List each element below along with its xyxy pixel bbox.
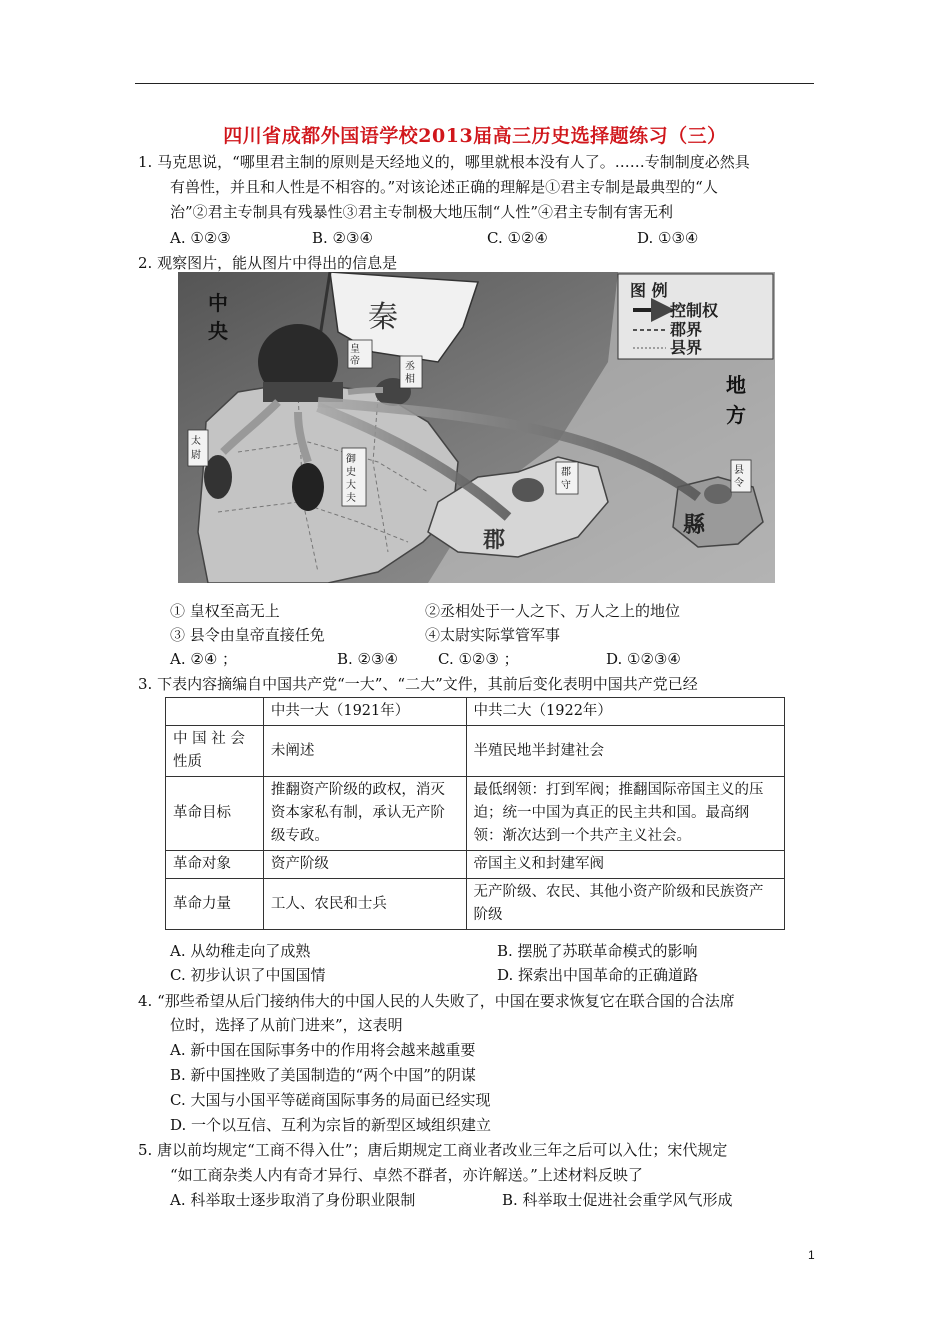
label-county: 縣	[683, 512, 706, 538]
svg-text:太: 太	[191, 436, 201, 447]
table-row	[166, 851, 785, 879]
q5-line-2: “如工商杂类人内有奇才异行、卓然不群者，亦许解送。”上述材料反映了	[170, 1166, 643, 1184]
svg-text:史: 史	[346, 467, 356, 478]
flag-character: 秦	[368, 300, 398, 335]
legend-control: 控制权	[670, 301, 719, 320]
table-cell: 半殖民地半封建社会	[466, 726, 784, 777]
q4-line-2: 位时，选择了从前门进来”，这表明	[170, 1016, 403, 1034]
q5-option-a: A. 科举取士逐步取消了身份职业限制	[170, 1191, 416, 1209]
svg-text:令: 令	[734, 478, 744, 489]
q1-option-a: A. ①②③	[170, 229, 231, 247]
q3-stem: 3. 下表内容摘编自中国共产党“一大”、“二大”文件，其前后变化表明中国共产党已经	[138, 675, 698, 693]
label-local-1: 地	[726, 373, 746, 397]
table-cell: 工人、农民和士兵	[263, 879, 466, 930]
label-commandery: 郡	[483, 527, 506, 553]
q1-line-3: 治”②君主专制具有残暴性③君主专制极大地压制“人性”④君主专制有害无利	[170, 203, 674, 221]
q2-statement-2: ②丞相处于一人之下、万人之上的地位	[425, 602, 681, 620]
svg-text:丞: 丞	[405, 361, 415, 372]
table-header-cell: 中共一大（1921年）	[263, 698, 466, 726]
q2-statement-3: ③ 县令由皇帝直接任免	[170, 626, 325, 644]
table-cell: 革命目标	[166, 777, 264, 851]
table-row	[166, 726, 785, 777]
q2-statement-4: ④太尉实际掌管军事	[425, 626, 561, 644]
label-local-2: 方	[726, 403, 746, 427]
q2-option-b: B. ②③④	[337, 650, 398, 668]
svg-text:县: 县	[734, 465, 744, 476]
legend-title: 图 例	[630, 281, 668, 300]
svg-text:御: 御	[346, 454, 356, 465]
party-congress-table	[165, 697, 785, 930]
legend-county-border: 县界	[670, 338, 703, 357]
legend-commandery-border: 郡界	[670, 320, 703, 339]
table-cell: 革命力量	[166, 879, 264, 930]
label-central-1: 中	[208, 291, 228, 315]
svg-text:郡: 郡	[561, 467, 571, 478]
table-cell: 中 国 社 会 性质	[166, 726, 264, 777]
svg-text:皇: 皇	[350, 344, 360, 355]
svg-text:尉: 尉	[191, 450, 201, 461]
svg-text:夫: 夫	[346, 493, 356, 504]
q4-option-d: D. 一个以互信、互利为宗旨的新型区域组织建立	[170, 1116, 492, 1134]
qin-government-map	[178, 272, 775, 583]
page-number: 1	[808, 1248, 815, 1262]
q2-stem: 2. 观察图片，能从图片中得出的信息是	[138, 254, 398, 272]
table-cell: 最低纲领：打到军阀；推翻国际帝国主义的压迫；统一中国为真正的民主共和国。最高纲领：渐次达到一个共产主义社会。	[466, 777, 784, 851]
table-cell: 未阐述	[263, 726, 466, 777]
svg-text:相: 相	[405, 374, 415, 385]
q2-statement-1: ① 皇权至高无上	[170, 602, 280, 620]
q3-option-a: A. 从幼稚走向了成熟	[170, 942, 311, 960]
svg-text:帝: 帝	[350, 356, 360, 367]
q3-option-d: D. 探索出中国革命的正确道路	[497, 966, 699, 984]
table-row	[166, 777, 785, 851]
q4-line-1: 4. “那些希望从后门接纳伟大的中国人民的人失败了，中国在要求恢复它在联合国的合法席	[138, 992, 735, 1010]
table-header-cell	[166, 698, 264, 726]
q4-option-a: A. 新中国在国际事务中的作用将会越来越重要	[170, 1041, 476, 1059]
table-row	[166, 879, 785, 930]
q2-option-d: D. ①②③④	[606, 650, 681, 668]
q1-line-2: 有兽性，并且和人性是不相容的。”对该论述正确的理解是①君主专制是最典型的“人	[170, 178, 718, 196]
table-header-row	[166, 698, 785, 726]
q3-option-c: C. 初步认识了中国国情	[170, 966, 326, 984]
q4-option-b: B. 新中国挫败了美国制造的“两个中国”的阴谋	[170, 1066, 476, 1084]
q1-option-d: D. ①③④	[637, 229, 699, 247]
q4-option-c: C. 大国与小国平等磋商国际事务的局面已经实现	[170, 1091, 491, 1109]
table-cell: 帝国主义和封建军阀	[466, 851, 784, 879]
header-rule	[135, 83, 814, 84]
table-cell: 无产阶级、农民、其他小资产阶级和民族资产阶级	[466, 879, 784, 930]
svg-text:大: 大	[346, 480, 356, 491]
label-central-2: 央	[208, 319, 228, 343]
q5-line-1: 5. 唐以前均规定“工商不得入仕”；唐后期规定工商业者改业三年之后可以入仕；宋代规定	[138, 1141, 728, 1159]
q2-option-a: A. ②④ ；	[170, 650, 238, 668]
q5-option-b: B. 科举取士促进社会重学风气形成	[502, 1191, 733, 1209]
document-title: 四川省成都外国语学校2013届高三历史选择题练习（三）	[223, 125, 727, 147]
q1-option-c: C. ①②④	[487, 229, 548, 247]
table-header-cell: 中共二大（1922年）	[466, 698, 784, 726]
q1-line-1: 1. 马克思说，“哪里君主制的原则是天经地义的，哪里就根本没有人了。……专制制度必然具	[138, 153, 750, 171]
svg-text:守: 守	[561, 480, 571, 491]
table-cell: 革命对象	[166, 851, 264, 879]
q3-option-b: B. 摆脱了苏联革命模式的影响	[497, 942, 698, 960]
q1-option-b: B. ②③④	[312, 229, 373, 247]
table-cell: 推翻资产阶级的政权，消灭资本家私有制，承认无产阶级专政。	[263, 777, 466, 851]
q2-option-c: C. ①②③ ；	[438, 650, 519, 668]
table-cell: 资产阶级	[263, 851, 466, 879]
